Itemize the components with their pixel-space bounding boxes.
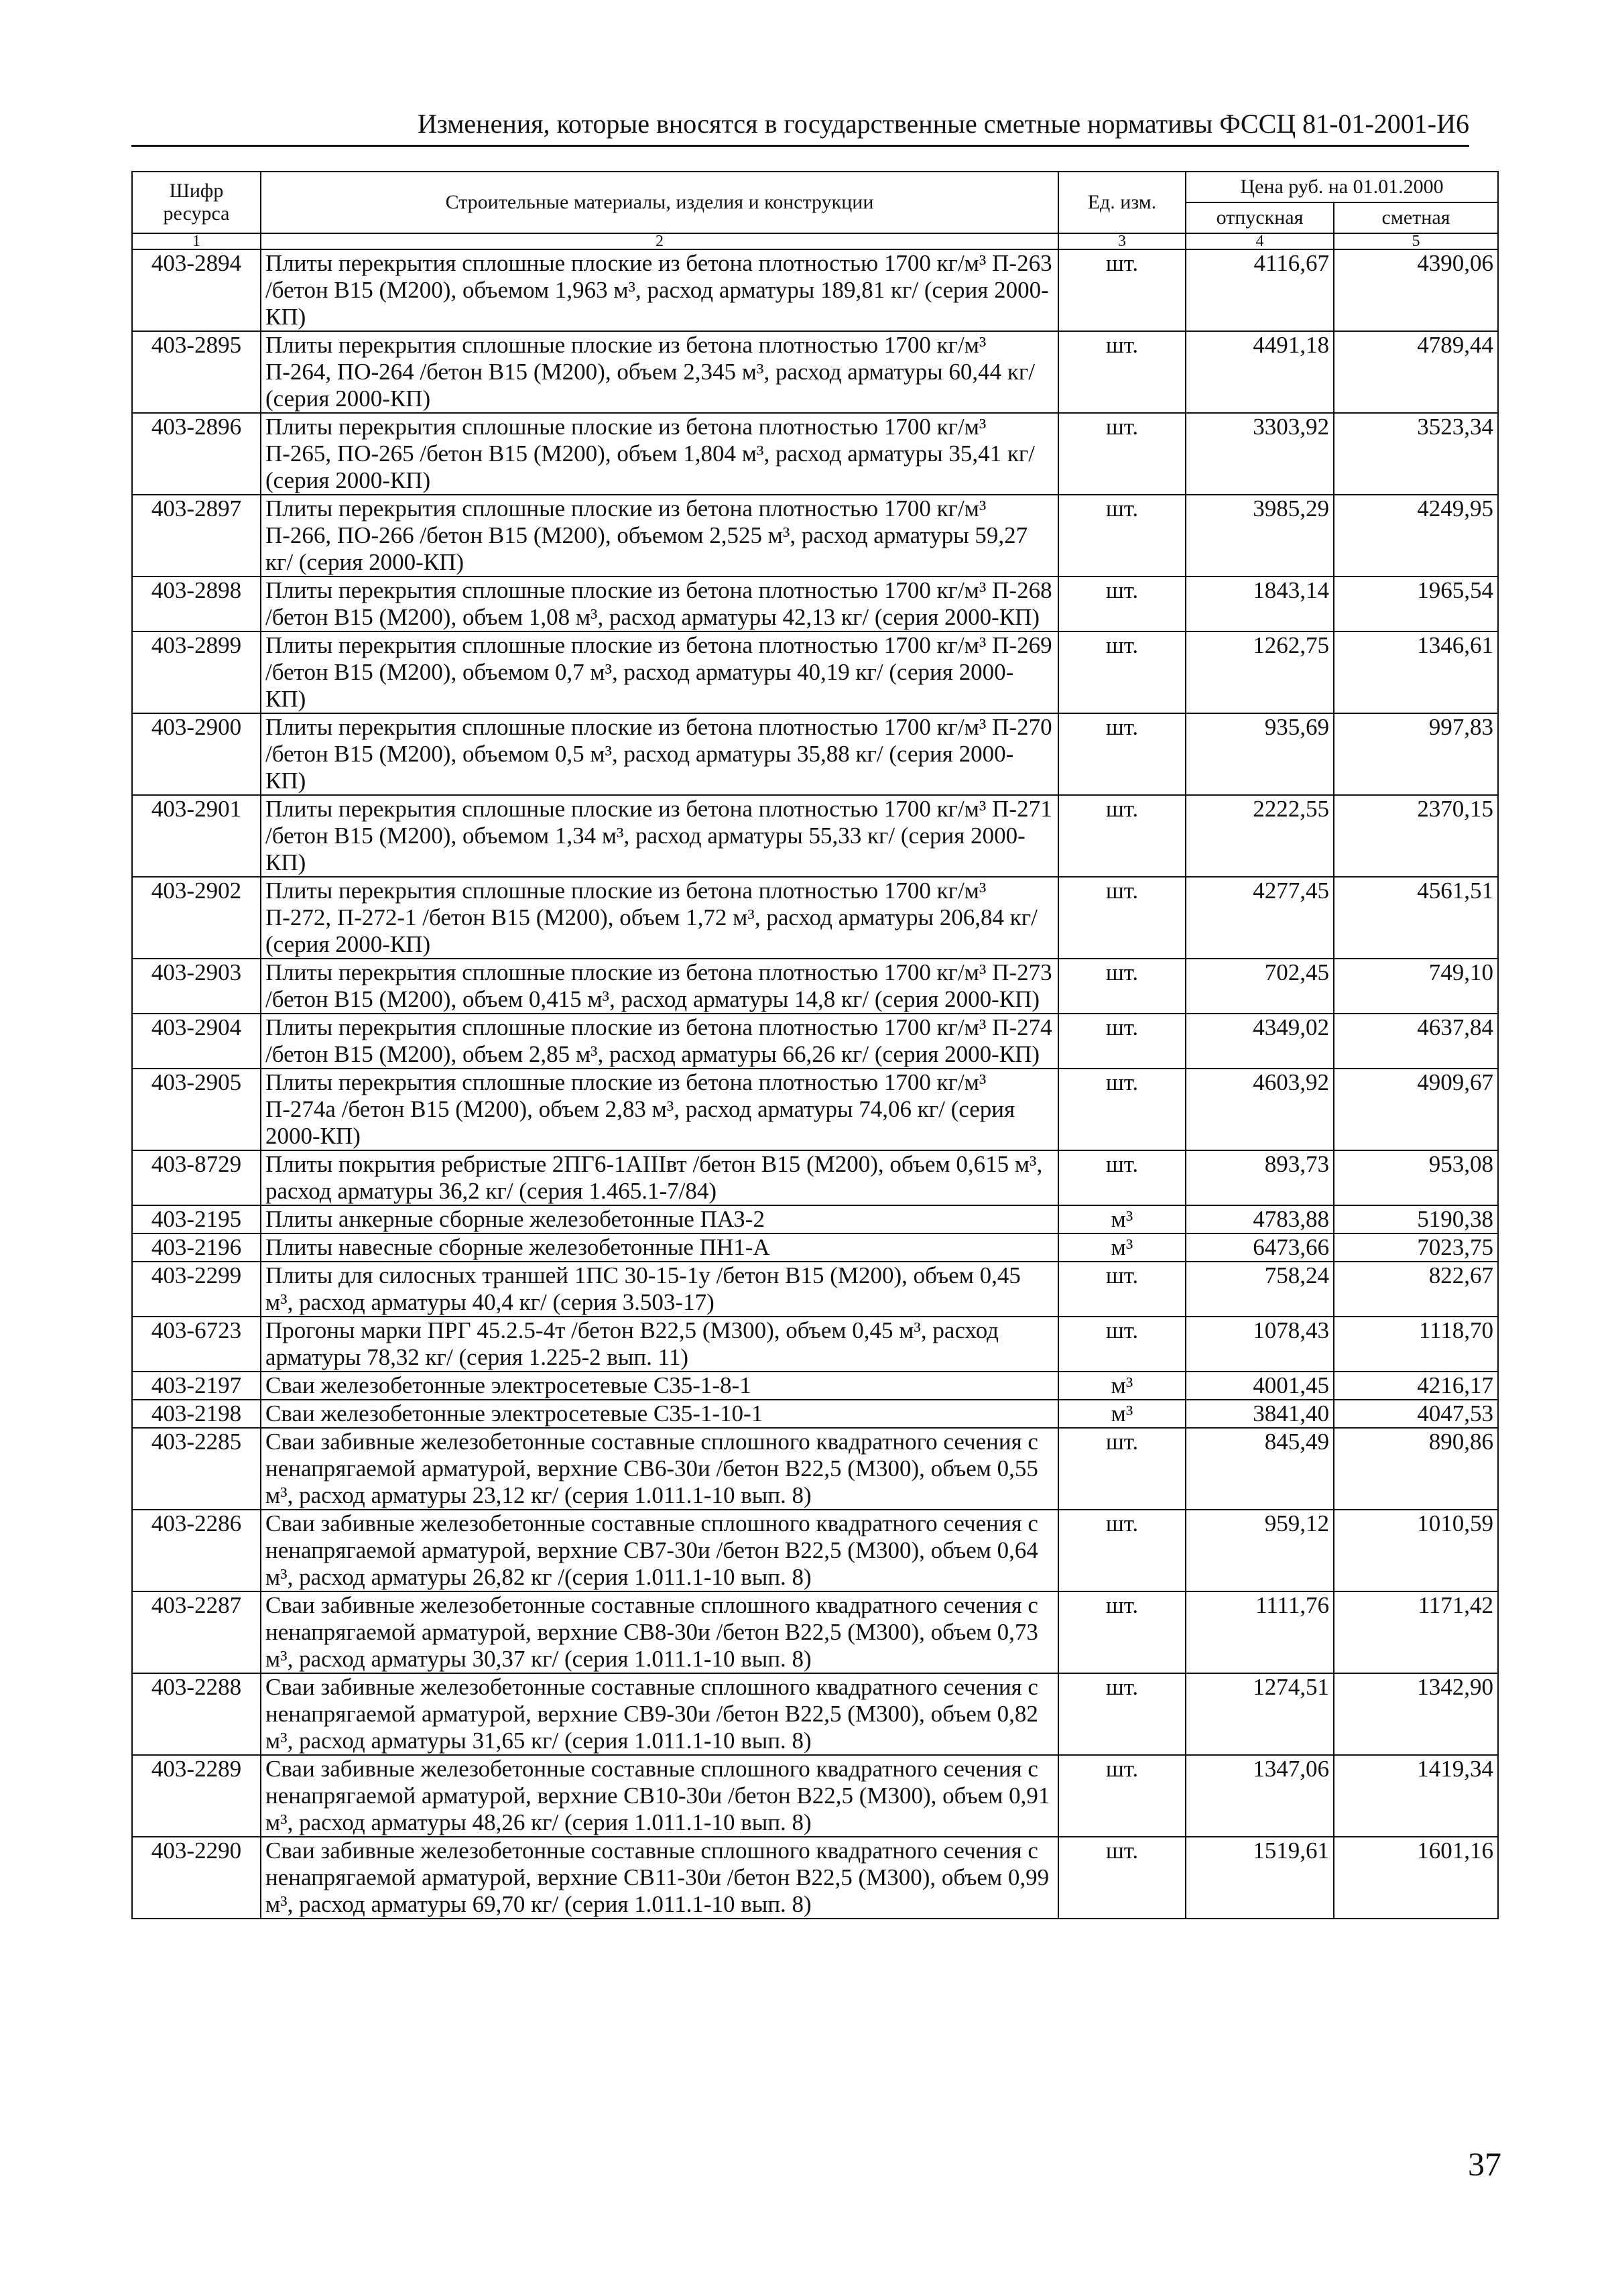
table-row bbox=[132, 577, 1498, 631]
material-name: Плиты перекрытия сплошные плоские из бетона плотностью 1700 кг/м³ П-271 /бетон В15 (М200), объемом 1,34 м³, расход арматуры 55,33 кг/ (серия 2000-КП) bbox=[261, 795, 1058, 877]
price-release: 4277,45 bbox=[1186, 877, 1334, 959]
table-row bbox=[132, 331, 1498, 413]
resource-code: 403-2902 bbox=[132, 877, 261, 959]
resource-code: 403-2289 bbox=[132, 1755, 261, 1837]
unit-cell: м³ bbox=[1058, 1400, 1186, 1428]
table-row bbox=[132, 1205, 1498, 1233]
unit-cell: шт. bbox=[1058, 495, 1186, 577]
unit-cell: шт. bbox=[1058, 959, 1186, 1014]
resource-code: 403-2894 bbox=[132, 249, 261, 331]
resource-code: 403-2904 bbox=[132, 1014, 261, 1069]
material-name: Плиты для силосных траншей 1ПС 30-15-1у /бетон В15 (М200), объем 0,45 м³, расход арматуры 40,4 кг/ (серия 3.503-17) bbox=[261, 1262, 1058, 1317]
table-row bbox=[132, 1510, 1498, 1591]
resource-code: 403-2286 bbox=[132, 1510, 261, 1591]
price-release: 1347,06 bbox=[1186, 1755, 1334, 1837]
price-estimate: 953,08 bbox=[1334, 1150, 1498, 1205]
header-code: Шифр ресурса bbox=[132, 172, 261, 233]
unit-cell: м³ bbox=[1058, 1233, 1186, 1262]
price-estimate: 1118,70 bbox=[1334, 1317, 1498, 1372]
material-name: Сваи железобетонные электросетевые С35-1-8-1 bbox=[261, 1372, 1058, 1400]
price-estimate: 822,67 bbox=[1334, 1262, 1498, 1317]
unit-cell: шт. bbox=[1058, 1262, 1186, 1317]
material-name: Плиты анкерные сборные железобетонные ПАЗ-2 bbox=[261, 1205, 1058, 1233]
price-estimate: 4637,84 bbox=[1334, 1014, 1498, 1069]
price-table bbox=[131, 171, 1499, 1919]
page-header-title: Изменения, которые вносятся в государственные сметные нормативы ФССЦ 81-01-2001-И6 bbox=[131, 107, 1469, 147]
unit-cell: шт. bbox=[1058, 1428, 1186, 1510]
table-row bbox=[132, 1400, 1498, 1428]
price-estimate: 4789,44 bbox=[1334, 331, 1498, 413]
price-release: 4001,45 bbox=[1186, 1372, 1334, 1400]
resource-code: 403-2299 bbox=[132, 1262, 261, 1317]
price-release: 702,45 bbox=[1186, 959, 1334, 1014]
table-row bbox=[132, 413, 1498, 495]
header-release: отпускная bbox=[1186, 202, 1334, 233]
table-row bbox=[132, 1150, 1498, 1205]
price-estimate: 4047,53 bbox=[1334, 1400, 1498, 1428]
price-estimate: 1601,16 bbox=[1334, 1837, 1498, 1919]
price-release: 3841,40 bbox=[1186, 1400, 1334, 1428]
price-estimate: 4909,67 bbox=[1334, 1069, 1498, 1150]
unit-cell: шт. bbox=[1058, 1150, 1186, 1205]
header-estimate: сметная bbox=[1334, 202, 1498, 233]
material-name: Прогоны марки ПРГ 45.2.5-4т /бетон В22,5 (М300), объем 0,45 м³, расход арматуры 78,32 кг/ (серия 1.225-2 вып. 11) bbox=[261, 1317, 1058, 1372]
table-row bbox=[132, 1428, 1498, 1510]
resource-code: 403-2898 bbox=[132, 577, 261, 631]
material-name: Сваи забивные железобетонные составные сплошного квадратного сечения с ненапрягаемой арматурой, верхние СВ8-30и /бетон В22,5 (М300), объем 0,73 м³, расход арматуры 30,37 кг/ (серия 1.011.1-10 вып. 8) bbox=[261, 1591, 1058, 1673]
price-estimate: 2370,15 bbox=[1334, 795, 1498, 877]
price-estimate: 1010,59 bbox=[1334, 1510, 1498, 1591]
material-name: Сваи забивные железобетонные составные сплошного квадратного сечения с ненапрягаемой арматурой, верхние СВ9-30и /бетон В22,5 (М300), объем 0,82 м³, расход арматуры 31,65 кг/ (серия 1.011.1-10 вып. 8) bbox=[261, 1673, 1058, 1755]
table-row bbox=[132, 1233, 1498, 1262]
material-name: Плиты перекрытия сплошные плоские из бетона плотностью 1700 кг/м³ П-270 /бетон В15 (М200), объемом 0,5 м³, расход арматуры 35,88 кг/ (серия 2000-КП) bbox=[261, 713, 1058, 795]
unit-cell: шт. bbox=[1058, 713, 1186, 795]
material-name: Сваи забивные железобетонные составные сплошного квадратного сечения с ненапрягаемой арматурой, верхние СВ11-30и /бетон В22,5 (М300), объем 0,99 м³, расход арматуры 69,70 кг/ (серия 1.011.1-10 вып. 8) bbox=[261, 1837, 1058, 1919]
price-release: 893,73 bbox=[1186, 1150, 1334, 1205]
table-row bbox=[132, 1317, 1498, 1372]
material-name: Плиты перекрытия сплошные плоские из бетона плотностью 1700 кг/м³ П-269 /бетон В15 (М200), объемом 0,7 м³, расход арматуры 40,19 кг/ (серия 2000-КП) bbox=[261, 631, 1058, 713]
unit-cell: шт. bbox=[1058, 1755, 1186, 1837]
resource-code: 403-2900 bbox=[132, 713, 261, 795]
table-body bbox=[132, 249, 1498, 1919]
resource-code: 403-2198 bbox=[132, 1400, 261, 1428]
price-release: 6473,66 bbox=[1186, 1233, 1334, 1262]
column-number: 4 bbox=[1186, 233, 1334, 249]
price-release: 935,69 bbox=[1186, 713, 1334, 795]
price-estimate: 1346,61 bbox=[1334, 631, 1498, 713]
unit-cell: шт. bbox=[1058, 249, 1186, 331]
material-name: Сваи забивные железобетонные составные сплошного квадратного сечения с ненапрягаемой арматурой, верхние СВ10-30и /бетон В22,5 (М300), объем 0,91 м³, расход арматуры 48,26 кг/ (серия 1.011.1-10 вып. 8) bbox=[261, 1755, 1058, 1837]
price-release: 4491,18 bbox=[1186, 331, 1334, 413]
material-name: Плиты перекрытия сплошные плоские из бетона плотностью 1700 кг/м³ П-265, ПО-265 /бетон В15 (М200), объем 1,804 м³, расход арматуры 35,41 кг/ (серия 2000-КП) bbox=[261, 413, 1058, 495]
price-release: 4116,67 bbox=[1186, 249, 1334, 331]
table-row bbox=[132, 249, 1498, 331]
unit-cell: шт. bbox=[1058, 1317, 1186, 1372]
unit-cell: шт. bbox=[1058, 1014, 1186, 1069]
price-release: 1262,75 bbox=[1186, 631, 1334, 713]
unit-cell: шт. bbox=[1058, 577, 1186, 631]
material-name: Плиты перекрытия сплошные плоские из бетона плотностью 1700 кг/м³ П-268 /бетон В15 (М200), объем 1,08 м³, расход арматуры 42,13 кг/ (серия 2000-КП) bbox=[261, 577, 1058, 631]
table-row bbox=[132, 1014, 1498, 1069]
table-row bbox=[132, 1069, 1498, 1150]
resource-code: 403-2895 bbox=[132, 331, 261, 413]
price-release: 4783,88 bbox=[1186, 1205, 1334, 1233]
column-number: 3 bbox=[1058, 233, 1186, 249]
resource-code: 403-8729 bbox=[132, 1150, 261, 1205]
unit-cell: шт. bbox=[1058, 331, 1186, 413]
price-release: 845,49 bbox=[1186, 1428, 1334, 1510]
table-row bbox=[132, 877, 1498, 959]
material-name: Плиты перекрытия сплошные плоские из бетона плотностью 1700 кг/м³ П-272, П-272-1 /бетон В15 (М200), объем 1,72 м³, расход арматуры 206,84 кг/ (серия 2000-КП) bbox=[261, 877, 1058, 959]
material-name: Плиты перекрытия сплошные плоские из бетона плотностью 1700 кг/м³ П-263 /бетон В15 (М200), объемом 1,963 м³, расход арматуры 189,81 кг/ (серия 2000-КП) bbox=[261, 249, 1058, 331]
header-unit: Ед. изм. bbox=[1058, 172, 1186, 233]
page-number: 37 bbox=[1468, 2145, 1501, 2183]
resource-code: 403-2195 bbox=[132, 1205, 261, 1233]
resource-code: 403-2897 bbox=[132, 495, 261, 577]
price-estimate: 4561,51 bbox=[1334, 877, 1498, 959]
price-release: 1843,14 bbox=[1186, 577, 1334, 631]
unit-cell: шт. bbox=[1058, 631, 1186, 713]
table-row bbox=[132, 959, 1498, 1014]
price-release: 4603,92 bbox=[1186, 1069, 1334, 1150]
price-release: 4349,02 bbox=[1186, 1014, 1334, 1069]
table-row bbox=[132, 1755, 1498, 1837]
unit-cell: шт. bbox=[1058, 1837, 1186, 1919]
material-name: Плиты навесные сборные железобетонные ПН1-А bbox=[261, 1233, 1058, 1262]
resource-code: 403-2903 bbox=[132, 959, 261, 1014]
table-row bbox=[132, 713, 1498, 795]
column-number: 1 bbox=[132, 233, 261, 249]
unit-cell: шт. bbox=[1058, 1591, 1186, 1673]
price-release: 1111,76 bbox=[1186, 1591, 1334, 1673]
resource-code: 403-2896 bbox=[132, 413, 261, 495]
unit-cell: шт. bbox=[1058, 795, 1186, 877]
price-release: 3303,92 bbox=[1186, 413, 1334, 495]
price-release: 1274,51 bbox=[1186, 1673, 1334, 1755]
resource-code: 403-6723 bbox=[132, 1317, 261, 1372]
resource-code: 403-2901 bbox=[132, 795, 261, 877]
price-estimate: 1419,34 bbox=[1334, 1755, 1498, 1837]
price-estimate: 997,83 bbox=[1334, 713, 1498, 795]
price-estimate: 3523,34 bbox=[1334, 413, 1498, 495]
material-name: Плиты перекрытия сплошные плоские из бетона плотностью 1700 кг/м³ П-264, ПО-264 /бетон В15 (М200), объем 2,345 м³, расход арматуры 60,44 кг/ (серия 2000-КП) bbox=[261, 331, 1058, 413]
price-estimate: 749,10 bbox=[1334, 959, 1498, 1014]
unit-cell: шт. bbox=[1058, 1673, 1186, 1755]
header-price: Цена руб. на 01.01.2000 bbox=[1186, 172, 1498, 202]
price-release: 959,12 bbox=[1186, 1510, 1334, 1591]
unit-cell: шт. bbox=[1058, 1510, 1186, 1591]
resource-code: 403-2196 bbox=[132, 1233, 261, 1262]
table-row bbox=[132, 1837, 1498, 1919]
resource-code: 403-2288 bbox=[132, 1673, 261, 1755]
price-release: 2222,55 bbox=[1186, 795, 1334, 877]
material-name: Плиты перекрытия сплошные плоские из бетона плотностью 1700 кг/м³ П-266, ПО-266 /бетон В15 (М200), объемом 2,525 м³, расход арматуры 59,27 кг/ (серия 2000-КП) bbox=[261, 495, 1058, 577]
price-estimate: 4249,95 bbox=[1334, 495, 1498, 577]
price-release: 3985,29 bbox=[1186, 495, 1334, 577]
table-row bbox=[132, 1262, 1498, 1317]
table-row bbox=[132, 631, 1498, 713]
price-estimate: 1171,42 bbox=[1334, 1591, 1498, 1673]
price-estimate: 5190,38 bbox=[1334, 1205, 1498, 1233]
price-estimate: 4390,06 bbox=[1334, 249, 1498, 331]
price-estimate: 4216,17 bbox=[1334, 1372, 1498, 1400]
header-name: Строительные материалы, изделия и конструкции bbox=[261, 172, 1058, 233]
price-estimate: 890,86 bbox=[1334, 1428, 1498, 1510]
resource-code: 403-2197 bbox=[132, 1372, 261, 1400]
material-name: Плиты перекрытия сплошные плоские из бетона плотностью 1700 кг/м³ П-274 /бетон В15 (М200), объем 2,85 м³, расход арматуры 66,26 кг/ (серия 2000-КП) bbox=[261, 1014, 1058, 1069]
price-release: 1519,61 bbox=[1186, 1837, 1334, 1919]
column-number: 2 bbox=[261, 233, 1058, 249]
unit-cell: шт. bbox=[1058, 877, 1186, 959]
price-release: 1078,43 bbox=[1186, 1317, 1334, 1372]
resource-code: 403-2285 bbox=[132, 1428, 261, 1510]
unit-cell: шт. bbox=[1058, 413, 1186, 495]
material-name: Плиты перекрытия сплошные плоские из бетона плотностью 1700 кг/м³ П-274а /бетон В15 (М200), объем 2,83 м³, расход арматуры 74,06 кг/ (серия 2000-КП) bbox=[261, 1069, 1058, 1150]
material-name: Сваи железобетонные электросетевые С35-1-10-1 bbox=[261, 1400, 1058, 1428]
unit-cell: м³ bbox=[1058, 1372, 1186, 1400]
table-row bbox=[132, 795, 1498, 877]
table-row bbox=[132, 1673, 1498, 1755]
column-number: 5 bbox=[1334, 233, 1498, 249]
price-release: 758,24 bbox=[1186, 1262, 1334, 1317]
material-name: Сваи забивные железобетонные составные сплошного квадратного сечения с ненапрягаемой арматурой, верхние СВ7-30и /бетон В22,5 (М300), объем 0,64 м³, расход арматуры 26,82 кг /(серия 1.011.1-10 вып. 8) bbox=[261, 1510, 1058, 1591]
unit-cell: шт. bbox=[1058, 1069, 1186, 1150]
price-estimate: 1965,54 bbox=[1334, 577, 1498, 631]
price-estimate: 7023,75 bbox=[1334, 1233, 1498, 1262]
resource-code: 403-2287 bbox=[132, 1591, 261, 1673]
table-row bbox=[132, 495, 1498, 577]
resource-code: 403-2290 bbox=[132, 1837, 261, 1919]
resource-code: 403-2905 bbox=[132, 1069, 261, 1150]
material-name: Сваи забивные железобетонные составные сплошного квадратного сечения с ненапрягаемой арматурой, верхние СВ6-30и /бетон В22,5 (М300), объем 0,55 м³, расход арматуры 23,12 кг/ (серия 1.011.1-10 вып. 8) bbox=[261, 1428, 1058, 1510]
price-estimate: 1342,90 bbox=[1334, 1673, 1498, 1755]
table-row bbox=[132, 1372, 1498, 1400]
resource-code: 403-2899 bbox=[132, 631, 261, 713]
unit-cell: м³ bbox=[1058, 1205, 1186, 1233]
table-row bbox=[132, 1591, 1498, 1673]
material-name: Плиты перекрытия сплошные плоские из бетона плотностью 1700 кг/м³ П-273 /бетон В15 (М200), объем 0,415 м³, расход арматуры 14,8 кг/ (серия 2000-КП) bbox=[261, 959, 1058, 1014]
material-name: Плиты покрытия ребристые 2ПГ6-1АIIIвт /бетон В15 (М200), объем 0,615 м³, расход арматуры 36,2 кг/ (серия 1.465.1-7/84) bbox=[261, 1150, 1058, 1205]
